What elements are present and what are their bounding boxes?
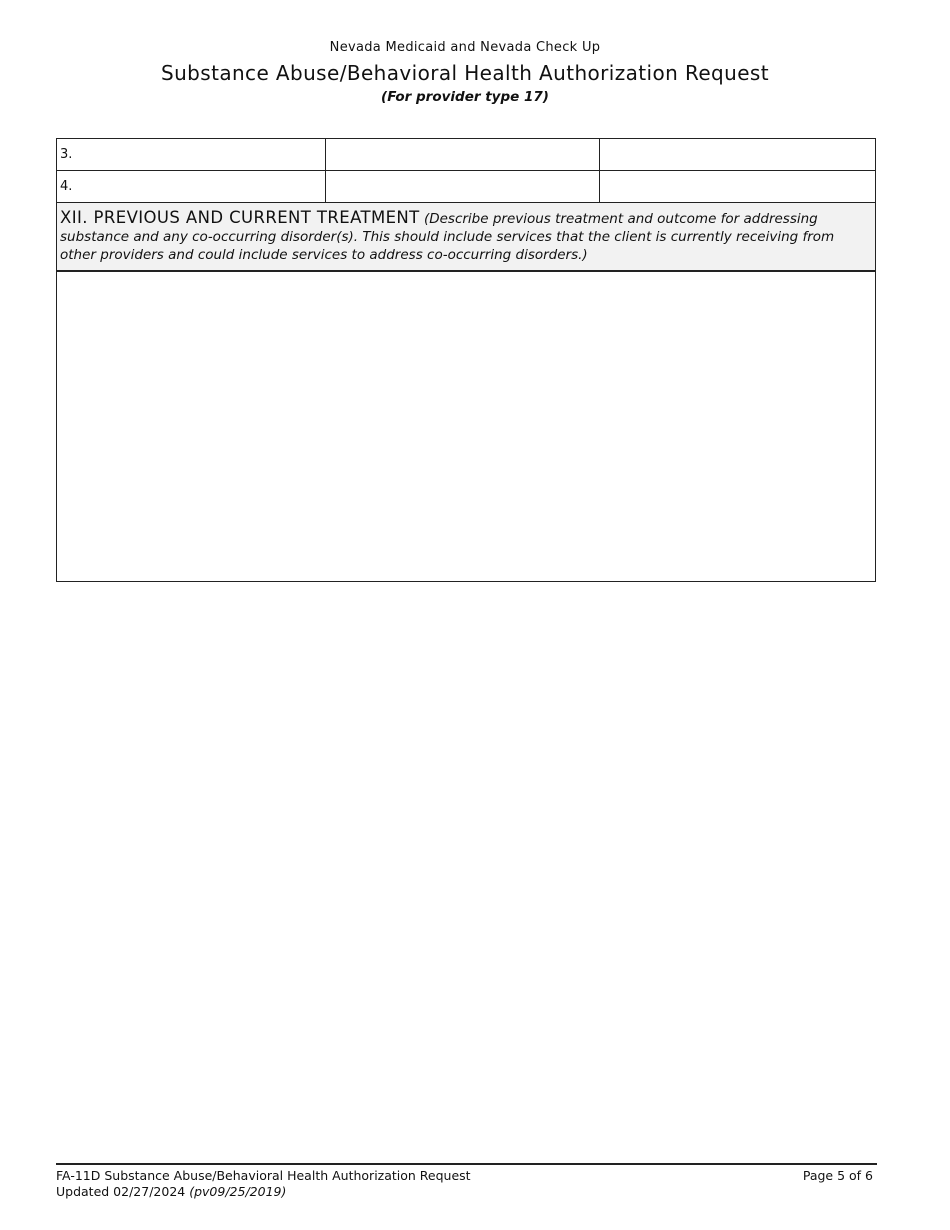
response-cell xyxy=(57,271,876,582)
treatment-table xyxy=(56,138,876,582)
table-cell xyxy=(600,139,876,171)
agency-name: Nevada Medicaid and Nevada Check Up xyxy=(329,40,601,55)
table-cell xyxy=(326,171,600,203)
row-3-field-2[interactable] xyxy=(326,139,599,170)
row-4-field-3[interactable] xyxy=(600,171,875,202)
footer-updated-line xyxy=(56,1184,471,1200)
table-row xyxy=(57,139,876,171)
row-3-field-3[interactable] xyxy=(600,139,875,170)
row-number-label: 3. xyxy=(57,139,326,171)
response-row xyxy=(57,271,876,582)
table-row xyxy=(57,171,876,203)
treatment-response-field[interactable] xyxy=(57,272,875,581)
row-4-field-2[interactable] xyxy=(326,171,599,202)
table-cell xyxy=(326,139,600,171)
page-number: Page 5 of 6 xyxy=(802,1168,873,1183)
section-description: (Describe previous treatment and outcome for addressing substance and any co-occurring disorder(s). This should include services that the client is currently receiving from other providers and could include services to address co-occurring disorders.) xyxy=(60,211,835,263)
section-header-row xyxy=(57,203,876,272)
form-title: Substance Abuse/Behavioral Health Authorization Request xyxy=(161,61,769,85)
section-header xyxy=(57,203,876,272)
footer-form-info xyxy=(56,1168,471,1200)
footer-previous-version: (pv09/25/2019) xyxy=(189,1184,287,1199)
footer-divider xyxy=(56,1163,877,1165)
footer-form-name: FA-11D Substance Abuse/Behavioral Health Authorization Request xyxy=(56,1168,471,1183)
form-subtitle: (For provider type 17) xyxy=(381,89,549,105)
row-number-label: 4. xyxy=(57,171,326,203)
section-title: XII. PREVIOUS AND CURRENT TREATMENT xyxy=(60,208,420,227)
table-cell xyxy=(600,171,876,203)
footer-updated-date: Updated 02/27/2024 xyxy=(56,1184,186,1199)
